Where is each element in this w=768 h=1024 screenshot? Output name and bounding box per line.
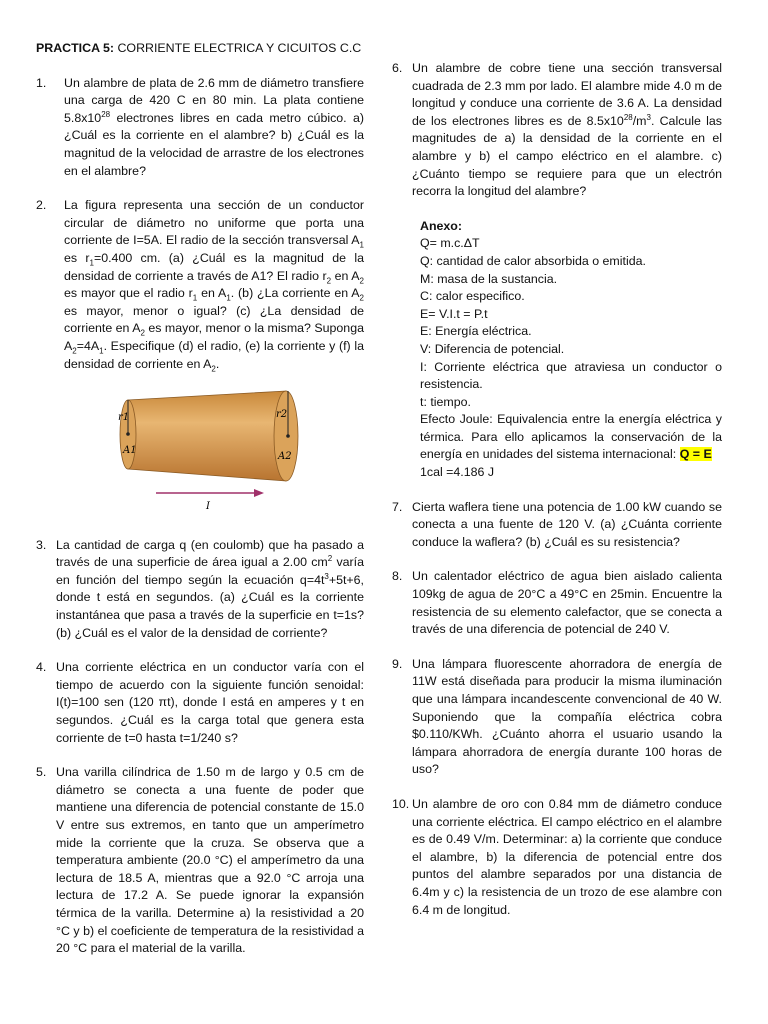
problem-number: 3.: [36, 537, 47, 552]
problem-text: Una lámpara fluorescente ahorradora de energía de 11W está diseñada para producir la misma iluminación que una lámpara incandescente convencional de 40 W. Suponiendo que la compañía eléctrica cobra $0.110/KWh. ¿Cuánto ahorra el usuario usando la lámpara ahorradora de energía durante 100 horas de uso?: [412, 656, 722, 777]
anexo-line: C: calor especifico.: [420, 289, 525, 304]
calorie-equivalence: 1cal =4.186 J: [420, 465, 495, 480]
anexo-line: M: masa de la sustancia.: [420, 271, 558, 286]
current-label: I: [206, 501, 210, 513]
problem-text: Un alambre de oro con 0.84 mm de diámetro conduce una corriente eléctrica. El campo eléctrico en el alambre es de 0.49 V/m. Determinar: a) la corriente que conduce el alambre, b) la diferencia de potencial entre dos puntos del alambre separados por una distancia de 6.4m y c) la resistencia de un trozo de ese alambre con 6.4 m de longitud.: [412, 796, 722, 917]
problem-text: Un alambre de cobre tiene una sección transversal cuadrada de 2.3 mm por lado. El alambre mide 4.0 m de longitud y conduce una corriente de 3.6 A. La densidad de los electrones libres es de $8.5x10^{28}/m^3$. Calcule las magnitudes de a) la densidad de la corriente en el alambre y b) el campo eléctrico en el alambre. c) ¿Cuánto tiempo se requiere para que un electrón recorra la longitud del alambre?: [412, 61, 722, 199]
conductor-figure: [116, 387, 316, 517]
a2-label: A2: [278, 451, 292, 463]
anexo-line: Q: cantidad de calor absorbida o emitida.: [420, 253, 646, 268]
r2-label: r2: [276, 409, 288, 421]
problem-2: [36, 197, 364, 373]
problem-text: Una corriente eléctrica en un conductor varía con el tiempo de acuerdo con la siguiente función senoidal: I(t)=100 sen (120 πt), donde I está en amperes y t en segundos. ¿Cuál es la carga total que genera esta corriente de t=0 hasta t=1/240 s?: [56, 660, 364, 745]
problem-number: 5.: [36, 765, 47, 780]
problem-number: 9.: [392, 656, 403, 671]
anexo-line: E: Energía eléctrica.: [420, 324, 532, 339]
anexo-line: V: Diferencia de potencial.: [420, 341, 565, 356]
problem-5: [36, 764, 364, 958]
problem-number: 8.: [392, 569, 403, 584]
problem-text: La cantidad de carga q (en coulomb) que ha pasado a través de una superficie de área igual a 2.00 $cm^2$ varía en función del tiempo según la ecuación $q=4t^3+5t+6$, donde t está en segundos. (a) ¿Cuál es la corriente instantánea que pasa a través de la superficie en t=1s? (b) ¿Cuál es el valor de la densidad de corriente?: [56, 537, 364, 640]
anexo-line: t: tiempo.: [420, 394, 471, 409]
problem-number: 4.: [36, 660, 47, 675]
problem-number: 7.: [392, 499, 403, 514]
cross-section-a2: [274, 391, 298, 481]
problem-number: 6.: [392, 61, 403, 75]
problem-7: [392, 499, 722, 552]
anexo-heading: Anexo:: [420, 218, 462, 233]
problem-9: [392, 656, 722, 779]
left-column: [36, 40, 364, 975]
problem-4: [36, 659, 364, 747]
problem-10: [392, 796, 722, 919]
problem-3: [36, 537, 364, 643]
arrow-head: [254, 489, 264, 497]
anexo-line: I: Corriente eléctrica que atraviesa un conductor o resistencia.: [420, 359, 722, 392]
problem-text: Una varilla cilíndrica de 1.50 m de largo y 0.5 cm de diámetro se conecta a una fuente de poder que mantiene una diferencia de potencial constante de 15.0 V entre sus extremos, en tanto que un amperímetro mide la corriente que la cruza. Se observa que a temperatura ambiente (20.0 °C) el amperímetro da una lectura de 18.5 A, mientras que a 92.0 °C arroja una lectura de 17.2 A. Se puede ignorar la expansión térmica de la varilla. Determine a) la resistividad a 20 °C y b) el coeficiente de temperatura de la resistividad a 20 °C para el material de la varilla.: [56, 765, 364, 956]
a1-label: A1: [123, 445, 137, 457]
problem-number: 1.: [36, 75, 47, 90]
right-column: [392, 60, 722, 936]
problem-1: [36, 75, 364, 181]
problem-text: Un calentador eléctrico de agua bien aislado calienta 109kg de agua de 20°C a 49°C en 25min. Encuentre la resistencia de su elemento calefactor, que se conecta a través de una diferencia de potencial de 240 V.: [412, 569, 722, 637]
problem-text: Cierta waflera tiene una potencia de 1.00 kW cuando se conecta a una fuente de 120 V. (a) ¿Cuánta corriente conduce la waflera? (b) ¿Cuál es su resistencia?: [412, 499, 722, 549]
problem-number: 2.: [36, 198, 47, 213]
conductor-body: [128, 391, 286, 481]
page-title: PRACTICA 5: CORRIENTE ELECTRICA Y CICUITOS C.C: [36, 41, 362, 55]
joule-paragraph: Efecto Joule: Equivalencia entre la energía eléctrica y térmica. Para ello aplicamos la conservación de la energía en unidades del sistema internacional: Q = E: [420, 412, 722, 462]
problem-6: [392, 60, 722, 201]
anexo-line: Q= m.c.ΔT: [420, 236, 480, 251]
problem-8: [392, 568, 722, 638]
highlight-q-e: Q = E: [679, 447, 712, 462]
problem-number: 10.: [392, 796, 410, 811]
problem-text: Un alambre de plata de 2.6 mm de diámetro transfiere una carga de 420 C en 80 min. La plata contiene $5.8x10^{28}$ electrones libres en cada metro cúbico. a) ¿Cuál es la corriente en el alambre? b) ¿Cuál es la magnitud de la velocidad de arrastre de los electrones en el alambre?: [64, 75, 364, 178]
anexo-line: E= V.I.t = P.t: [420, 306, 488, 321]
problem-text: La figura representa una sección de un conductor circular de diámetro no uniforme que porta una corriente de I=5A. El radio de la sección transversal $A_1$ es $r_1=0.400$ cm. (a) ¿Cuál es la magnitud de la densidad de corriente a través de A1? El radio $r_2$ en $A_2$ es mayor que el radio $r_1$ en $A_1$. (b) ¿La corriente en $A_2$ es mayor, menor o igual? (c) ¿La densidad de corriente en $A_2$ es mayor, menor o la misma? Suponga $A_2=4A_1$. Especifique (d) el radio, (e) la corriente y (f) la densidad de corriente en $A_2$.: [64, 198, 364, 373]
r1-label: r1: [118, 412, 130, 424]
anexo-box: [420, 218, 722, 482]
